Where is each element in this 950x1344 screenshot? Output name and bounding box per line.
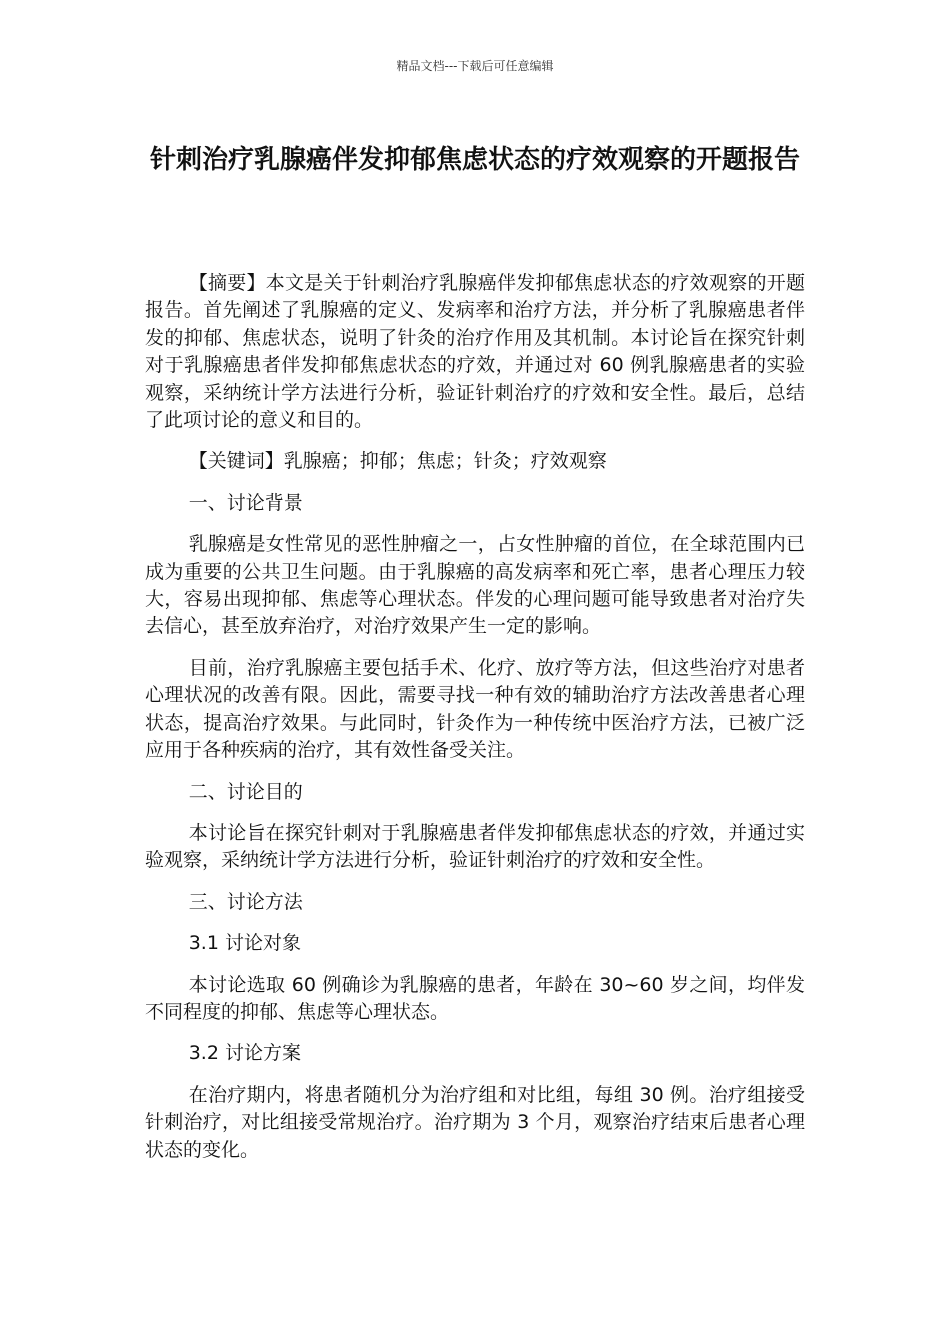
section-heading-background: 一、讨论背景 (188, 491, 303, 514)
background-paragraph-2: 目前，治疗乳腺癌主要包括手术、化疗、放疗等方法，但这些治疗对患者心理状况的改善有限。因此，需要寻找一种有效的辅助治疗方法改善患者心理状态，提高治疗效果。与此同时，针灸作为一种传统中医治疗方法，已被广泛应用于各种疾病的治疗，其有效性备受关注。 (145, 656, 805, 762)
document-body (145, 270, 805, 1178)
section-heading-purpose: 二、讨论目的 (188, 780, 303, 803)
header-note: 精品文档---下载后可任意编辑 (396, 59, 554, 73)
background-paragraph-1: 乳腺癌是女性常见的恶性肿瘤之一，占女性肿瘤的首位，在全球范围内已成为重要的公共卫生问题。由于乳腺癌的高发病率和死亡率，患者心理压力较大，容易出现抑郁、焦虑等心理状态。伴发的心理问题可能导致患者对治疗失去信心，甚至放弃治疗，对治疗效果产生一定的影响。 (145, 533, 805, 638)
subjects-paragraph: 本讨论选取 60 例确诊为乳腺癌的患者，年龄在 30~60 岁之间，均伴发不同程度的抑郁、焦虑等心理状态。 (145, 973, 805, 1023)
abstract-paragraph: 【摘要】本文是关于针刺治疗乳腺癌伴发抑郁焦虑状态的疗效观察的开题报告。首先阐述了乳腺癌的定义、发病率和治疗方法，并分析了乳腺癌患者伴发的抑郁、焦虑状态，说明了针灸的治疗作用及其机制。本讨论旨在探究针刺对于乳腺癌患者伴发抑郁焦虑状态的疗效，并通过对 60 例乳腺癌患者的实验观察，采纳统计学方法进行分析，验证针刺治疗的疗效和安全性。最后，总结了此项讨论的意义和目的。 (145, 272, 805, 432)
document-title: 针刺治疗乳腺癌伴发抑郁焦虑状态的疗效观察的开题报告 (149, 145, 800, 175)
purpose-paragraph: 本讨论旨在探究针刺对于乳腺癌患者伴发抑郁焦虑状态的疗效，并通过实验观察，采纳统计学方法进行分析，验证针刺治疗的疗效和安全性。 (145, 821, 805, 872)
section-heading-methods: 三、讨论方法 (188, 890, 303, 913)
subsection-heading-plan: 3.2 讨论方案 (188, 1042, 301, 1065)
subsection-heading-subjects: 3.1 讨论对象 (188, 932, 301, 955)
keywords-paragraph: 【关键词】乳腺癌；抑郁；焦虑；针灸；疗效观察 (188, 450, 607, 473)
plan-paragraph: 在治疗期内，将患者随机分为治疗组和对比组，每组 30 例。治疗组接受针刺治疗，对比组接受常规治疗。治疗期为 3 个月，观察治疗结束后患者心理状态的变化。 (145, 1083, 805, 1161)
